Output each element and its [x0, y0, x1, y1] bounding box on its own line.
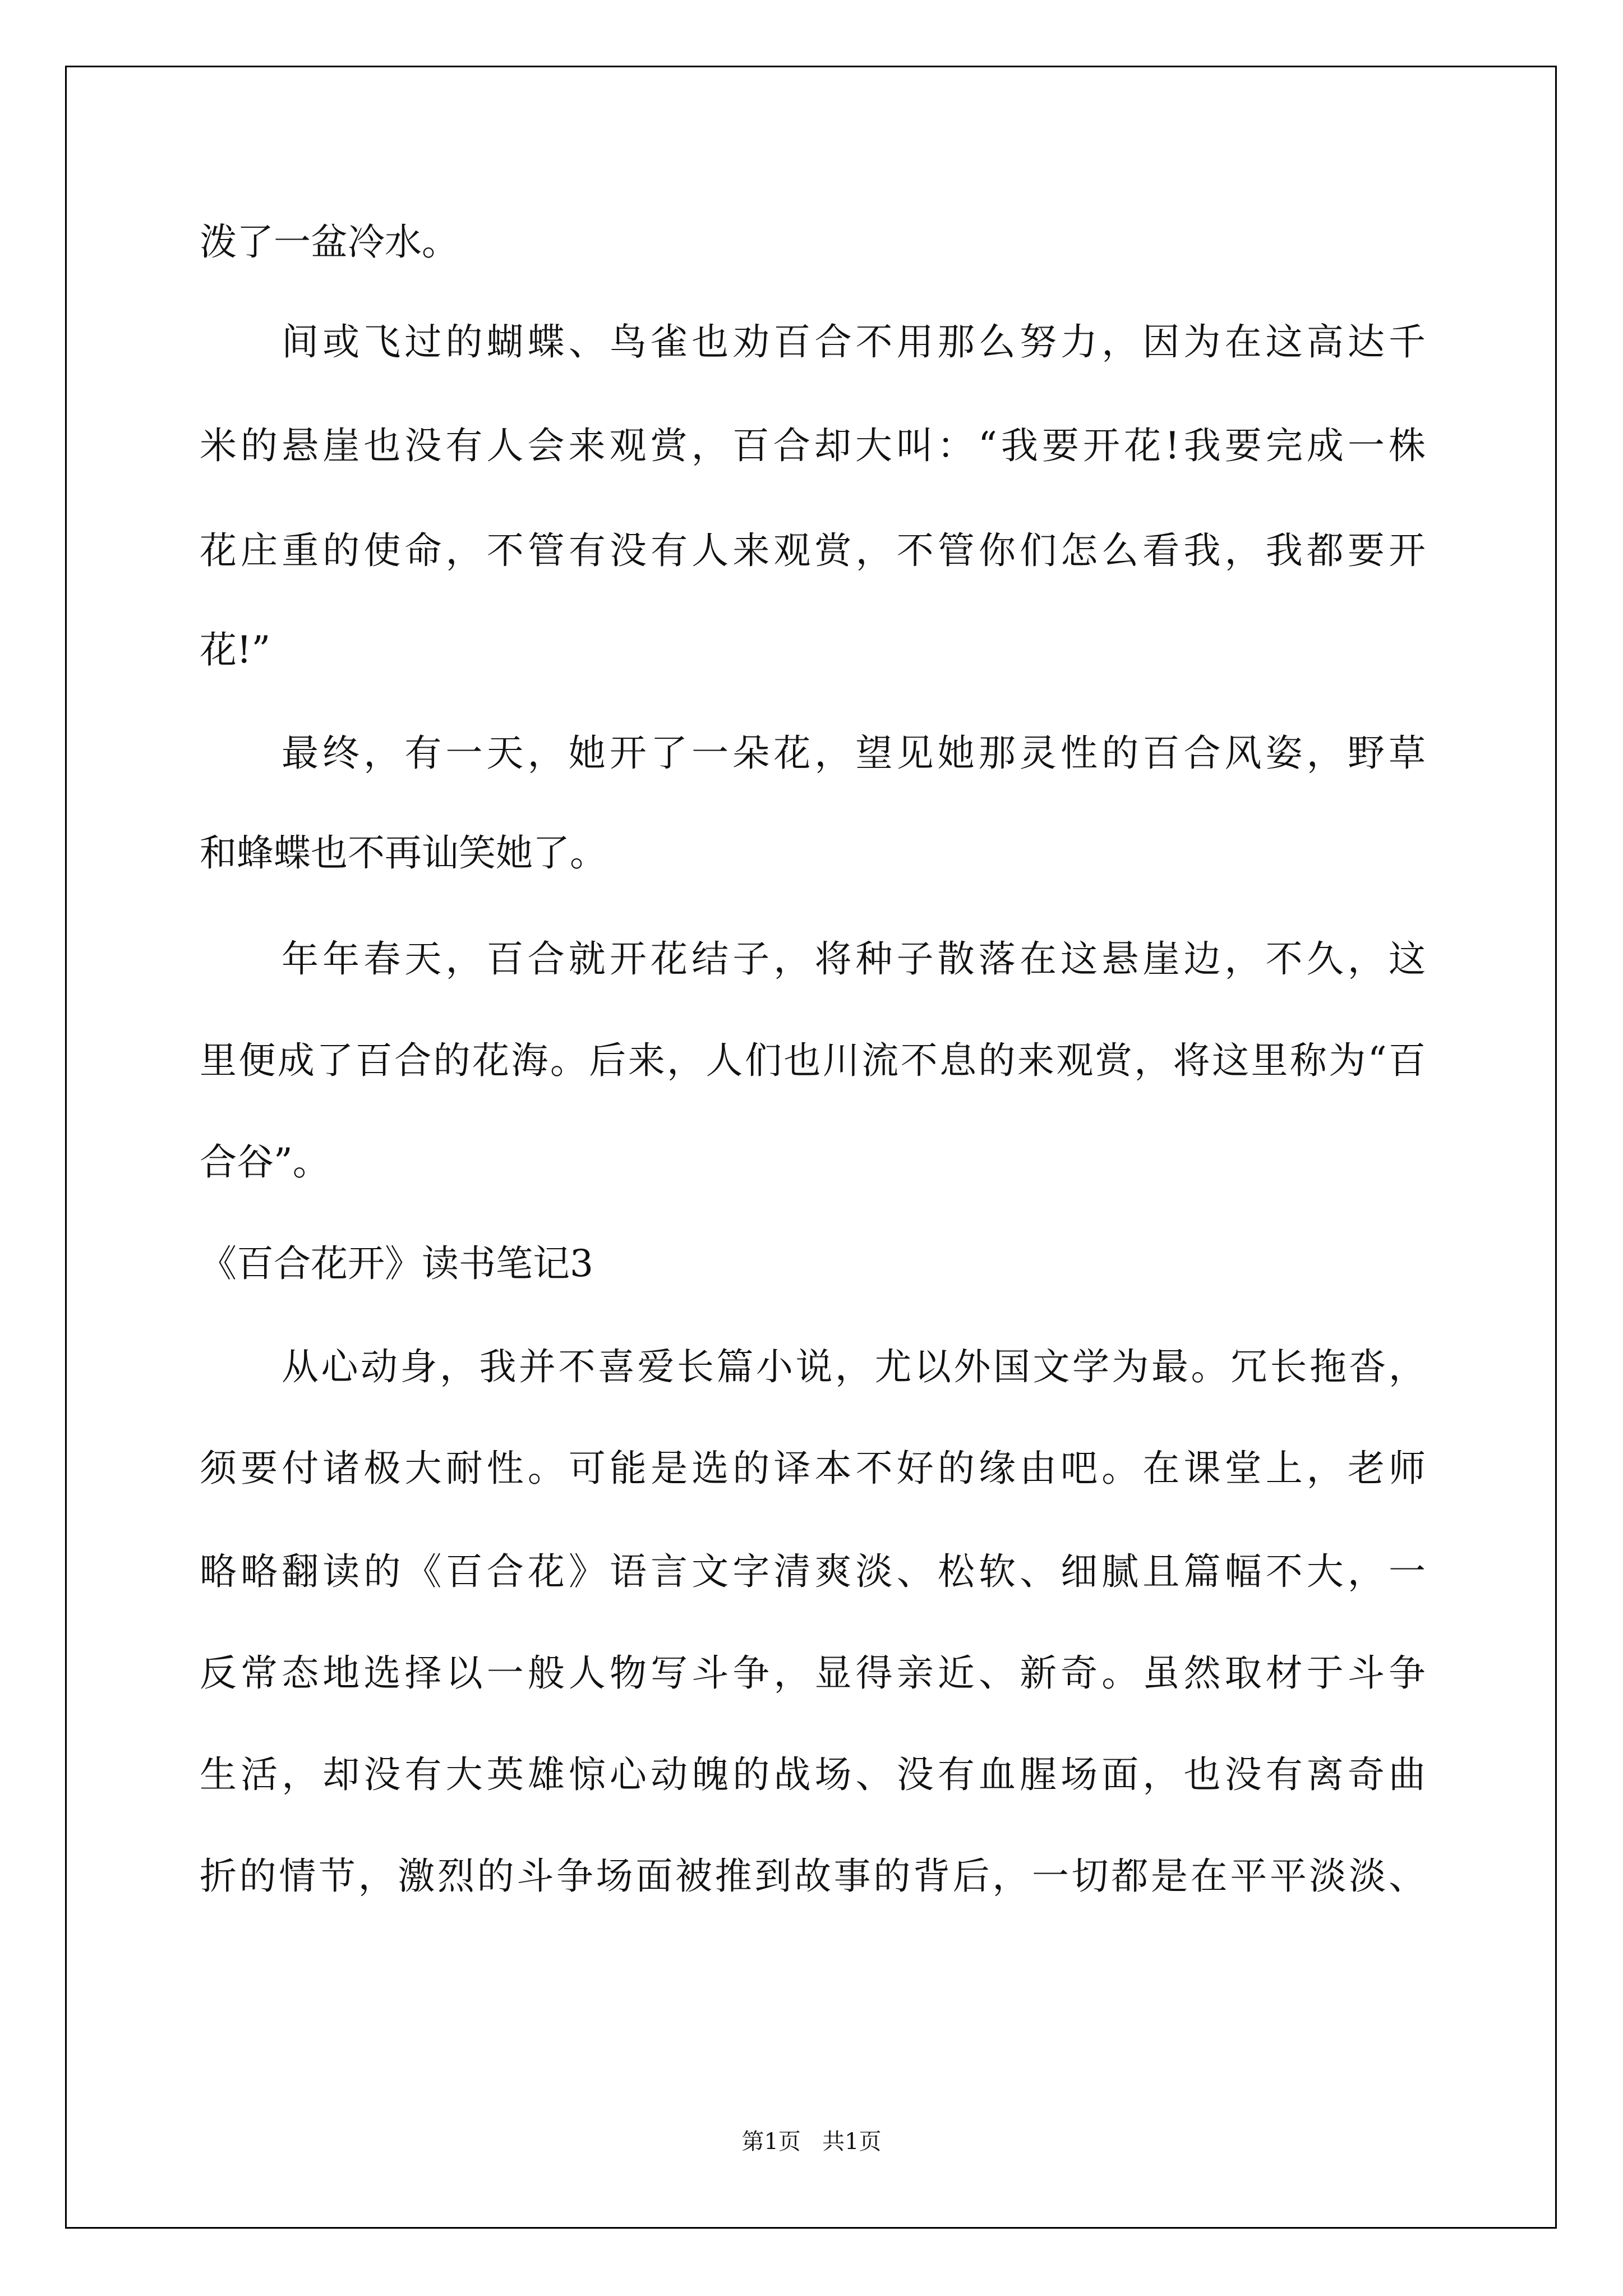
text-line: 花庄重的使命，不管有没有人来观赏，不管你们怎么看我，我都要开: [200, 529, 1426, 572]
text-line: 最终，有一天，她开了一朵花，望见她那灵性的百合风姿，野草: [282, 731, 1426, 775]
text-line: 合谷”。: [200, 1140, 330, 1184]
text-line: 须要付诸极大耐性。可能是选的译本不好的缘由吧。在课堂上，老师: [200, 1447, 1426, 1490]
text-line: 折的情节，激烈的斗争场面被推到故事的背后，一切都是在平平淡淡、: [200, 1855, 1426, 1898]
text-line: 反常态地选择以一般人物写斗争，显得亲近、新奇。虽然取材于斗争: [200, 1651, 1426, 1695]
section-heading: 《百合花开》读书笔记3: [200, 1242, 593, 1285]
text-line: 里便成了百合的花海。后来，人们也川流不息的来观赏，将这里称为“百: [200, 1039, 1426, 1082]
text-line: 略略翻读的《百合花》语言文字清爽淡、松软、细腻且篇幅不大，一: [200, 1550, 1426, 1593]
page-number: 第1页: [741, 2129, 801, 2155]
text-line: 米的悬崖也没有人会来观赏，百合却大叫：“我要开花!我要完成一株: [200, 424, 1426, 467]
text-line: 和蜂蝶也不再讪笑她了。: [200, 831, 607, 875]
text-line: 泼了一盆冷水。: [200, 220, 459, 264]
text-line: 从心动身，我并不喜爱长篇小说，尤以外国文学为最。冗长拖沓，: [282, 1345, 1426, 1388]
text-line: 年年春天，百合就开花结子，将种子散落在这悬崖边，不久，这: [282, 937, 1426, 981]
text-line: 间或飞过的蝴蝶、鸟雀也劝百合不用那么努力，因为在这高达千: [282, 320, 1426, 364]
text-line: 花!”: [200, 628, 271, 671]
page-total: 共1页: [822, 2129, 882, 2155]
page-footer: [0, 2128, 1623, 2156]
text-line: 生活，却没有大英雄惊心动魄的战场、没有血腥场面，也没有离奇曲: [200, 1753, 1426, 1796]
